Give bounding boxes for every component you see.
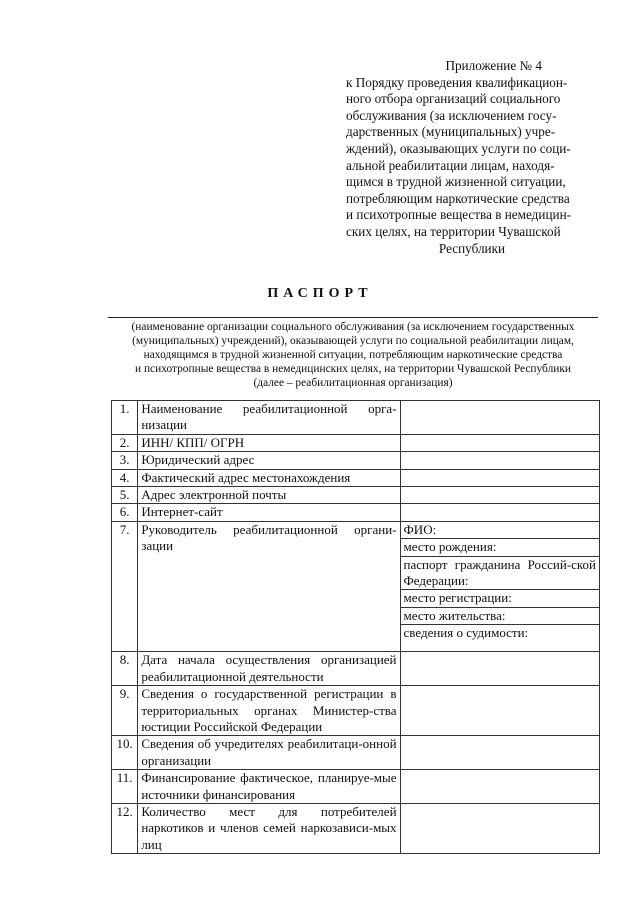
appendix-line: ских целях, на территории Чувашской xyxy=(346,223,561,239)
row-label: Количество мест для потребителей наркотиков и членов семей наркозависи-мых лиц xyxy=(138,803,400,853)
table-row xyxy=(112,803,600,853)
table-row xyxy=(112,686,600,736)
row-number: 8. xyxy=(112,652,138,686)
table-row xyxy=(112,434,600,451)
subfield-full-name[interactable]: ФИО: xyxy=(400,521,599,538)
row-label: Интернет-сайт xyxy=(138,504,400,521)
appendix-last-line: Республики xyxy=(438,240,506,256)
row-value-cell[interactable] xyxy=(400,487,599,504)
row-number: 6. xyxy=(112,504,138,521)
appendix-block xyxy=(346,58,598,257)
row-number: 2. xyxy=(112,434,138,451)
row-number: 10. xyxy=(112,736,138,770)
row-value-cell[interactable] xyxy=(400,803,599,853)
caption-line: (далее – реабилитационная организация) xyxy=(253,377,453,389)
row-label: Финансирование фактическое, планируе-мые источники финансирования xyxy=(138,770,400,804)
row-number: 7. xyxy=(112,521,138,651)
appendix-line: щимся в трудной жизненной ситуации, xyxy=(346,174,566,190)
row-number: 9. xyxy=(112,686,138,736)
row-label: Адрес электронной почты xyxy=(138,487,400,504)
appendix-heading: Приложение № 4 xyxy=(445,58,542,73)
caption-line: и психотропные вещества в немедицинских целях, на территории Чувашской Республики xyxy=(135,363,571,375)
caption-line: находящимся в трудной жизненной ситуации, потребляющим наркотические средства xyxy=(143,349,563,361)
table-row xyxy=(112,736,600,770)
appendix-line: дарственных (муниципальных) учре- xyxy=(346,124,556,140)
row-number: 1. xyxy=(112,401,138,435)
row-value-cell[interactable] xyxy=(400,469,599,486)
subfield-registration[interactable]: место регистрации: xyxy=(400,590,599,607)
row-label: ИНН/ КПП/ ОГРН xyxy=(138,434,400,451)
row-value-cell[interactable] xyxy=(400,736,599,770)
appendix-line: потребляющим наркотические средства xyxy=(346,190,570,206)
row-label: Юридический адрес xyxy=(138,452,400,469)
appendix-line: альной реабилитации лицам, находя- xyxy=(346,157,555,173)
row-label: Дата начала осуществления организацией реабилитационной деятельности xyxy=(138,652,400,686)
document-title: ПАСПОРТ xyxy=(267,286,373,301)
row-number: 5. xyxy=(112,487,138,504)
table-row xyxy=(112,770,600,804)
table-row xyxy=(112,652,600,686)
organization-name-underline xyxy=(108,317,598,318)
table-row xyxy=(112,487,600,504)
subfield-passport[interactable]: паспорт гражданина Россий-ской Федерации: xyxy=(400,556,599,590)
passport-table xyxy=(111,400,600,854)
row-value-cell[interactable] xyxy=(400,504,599,521)
row-value-cell[interactable] xyxy=(400,770,599,804)
row-label: Фактический адрес местонахождения xyxy=(138,469,400,486)
table-row xyxy=(112,452,600,469)
table-row xyxy=(112,521,600,538)
row-number: 11. xyxy=(112,770,138,804)
row-value-cell[interactable] xyxy=(400,401,599,435)
appendix-line: к Порядку проведения квалификацион- xyxy=(346,74,568,90)
row-value-cell[interactable] xyxy=(400,434,599,451)
row-label: Сведения о государственной регистрации в территориальных органах Министер-ства юстиции Российской Федерации xyxy=(138,686,400,736)
appendix-line: обслуживания (за исключением госу- xyxy=(346,107,557,123)
caption-line: (муниципальных) учреждений), оказывающей услуги по социальной реабилитации лицам, xyxy=(132,335,574,347)
appendix-line: ного отбора организаций социального xyxy=(346,91,561,107)
appendix-line: ждений), оказывающих услуги по соци- xyxy=(346,140,571,156)
row-number: 3. xyxy=(112,452,138,469)
subfield-residence[interactable]: место жительства: xyxy=(400,607,599,624)
row-number: 4. xyxy=(112,469,138,486)
caption-line: (наименование организации социального обслуживания (за исключением государственных xyxy=(131,321,575,333)
row-label: Руководитель реабилитационной органи-зации xyxy=(138,521,400,651)
subfield-birthplace[interactable]: место рождения: xyxy=(400,539,599,556)
row-value-cell[interactable] xyxy=(400,686,599,736)
row-value-cell[interactable] xyxy=(400,652,599,686)
appendix-line: и психотропные вещества в немедицин- xyxy=(346,207,572,223)
subfield-criminal-record[interactable]: сведения о судимости: xyxy=(400,625,599,652)
table-row xyxy=(112,504,600,521)
appendix-text xyxy=(346,75,598,241)
row-number: 12. xyxy=(112,803,138,853)
row-value-cell[interactable] xyxy=(400,452,599,469)
row-label: Наименование реабилитационной орга-низации xyxy=(138,401,400,435)
table-row xyxy=(112,469,600,486)
table-row xyxy=(112,401,600,435)
organization-name-caption xyxy=(98,320,608,390)
row-label: Сведения об учредителях реабилитаци-онной организации xyxy=(138,736,400,770)
